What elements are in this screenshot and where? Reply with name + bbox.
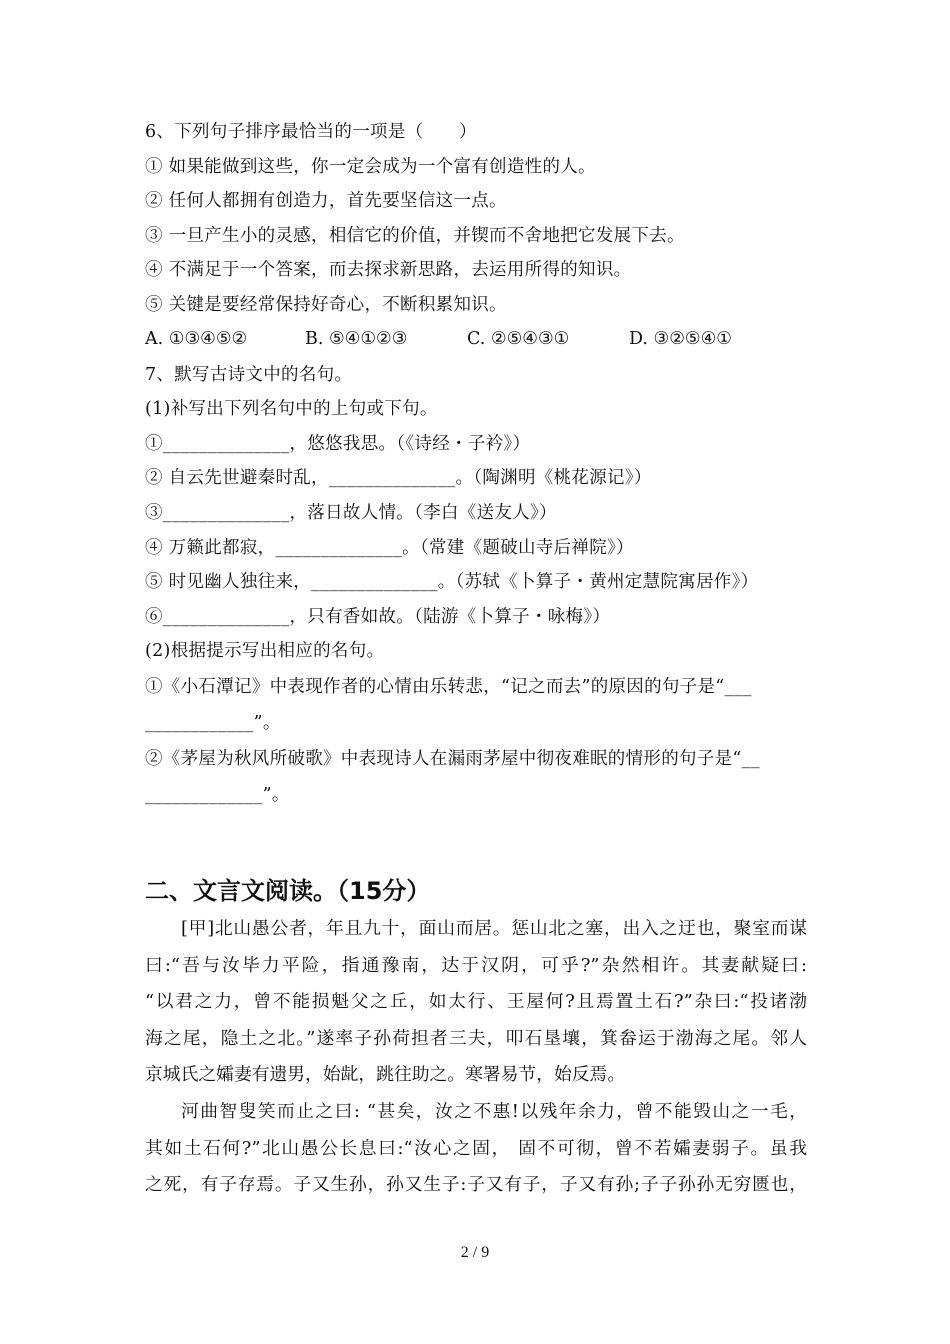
q7-part2-q1-line2: ____________”。 [145, 713, 281, 733]
q7-part2-title: (2)根据提示写出相应的名句。 [145, 641, 385, 661]
q7-part1-item-2: ② 自云先世避秦时乱，______________。（陶渊明《桃花源记》） [145, 468, 652, 488]
q7-stem: 7、默写古诗文中的名句。 [145, 365, 353, 385]
passage-line: 其如土石何?”北山愚公长息曰:“汝心之固， 固不可彻，曾不若孀妻弱子。虽我 [145, 1137, 807, 1159]
passage-line: 曰:“吾与汝毕力平险，指通豫南，达于汉阴，可乎?”杂然相许。其妻献疑曰: [145, 954, 807, 976]
q7-part2-q2-line2: _____________”。 [145, 785, 290, 805]
section-title: 二、文言文阅读。（15分） [145, 877, 431, 905]
q6-item-3: ③ 一旦产生小的灵感，相信它的价值，并锲而不舍地把它发展下去。 [145, 226, 685, 246]
passage-line: “以君之力，曾不能损魁父之丘，如太行、王屋何?且焉置土石?”杂曰:“投诸渤 [145, 991, 807, 1012]
q6-item-5: ⑤ 关键是要经常保持好奇心，不断积累知识。 [145, 295, 507, 315]
q7-part1-item-5: ⑤ 时见幽人独往来，______________。（苏轼《卜算子・黄州定慧院寓居作》） [145, 572, 759, 592]
q6-options [145, 328, 732, 350]
q6-item-2: ② 任何人都拥有创造力，首先要坚信这一点。 [145, 191, 507, 211]
passage-line: 河曲智叟笑而止之曰: “甚矣，汝之不惠!以残年余力，曾不能毁山之一毛， [181, 1101, 807, 1122]
q6-option-a: A. ①③④⑤② [145, 329, 248, 349]
q6-stem: 6、下列句子排序最恰当的一项是（ ） [145, 122, 477, 142]
passage-line: [甲]北山愚公者，年且九十，面山而居。惩山北之塞，出入之迂也，聚室而谋 [181, 918, 807, 939]
passage-paragraph-2 [145, 1094, 807, 1204]
q6-option-b: B. ⑤④①②③ [305, 329, 408, 349]
passage-line: 之死，有子存焉。子又生孙，孙又生子:子又有子，子又有孙;子子孙孙无穷匮也， [145, 1174, 807, 1195]
q7-part1-item-4: ④ 万籁此都寂，______________。（常建《题破山寺后禅院》） [145, 538, 634, 558]
q6-item-4: ④ 不满足于一个答案，而去探求新思路，去运用所得的知识。 [145, 260, 632, 280]
q7-part2-q1-line1: ①《小石潭记》中表现作者的心情由乐转悲，“记之而去”的原因的句子是“___ [145, 677, 752, 697]
q6-option-c: C. ②⑤④③① [467, 329, 570, 349]
q7-part1-item-1: ①______________，悠悠我思。（《诗经・子衿》） [145, 434, 531, 454]
q7-part2-q2-line1: ②《茅屋为秋风所破歌》中表现诗人在漏雨茅屋中彻夜难眠的情形的句子是“__ [145, 749, 760, 769]
passage-paragraph-1 [145, 911, 807, 1094]
q6-option-d: D. ③②⑤④① [629, 329, 732, 349]
passage-line: 京城氏之孀妻有遗男，始龀，跳往助之。寒署易节，始反焉。 [145, 1064, 626, 1085]
passage-line: 海之尾，隐土之北。”遂率子孙荷担者三夫，叩石垦壤，箕畚运于渤海之尾。邻人 [145, 1027, 807, 1049]
q7-part1-item-6: ⑥______________，只有香如故。（陆游《卜算子・咏梅》） [145, 607, 611, 627]
page-number: 2 / 9 [460, 1244, 490, 1261]
q6-item-1: ① 如果能做到这些，你一定会成为一个富有创造性的人。 [145, 157, 596, 177]
q7-part1-item-3: ③______________，落日故人情。（李白《送友人》） [145, 503, 557, 523]
q7-part1-title: (1)补写出下列名句中的上句或下句。 [145, 399, 438, 419]
